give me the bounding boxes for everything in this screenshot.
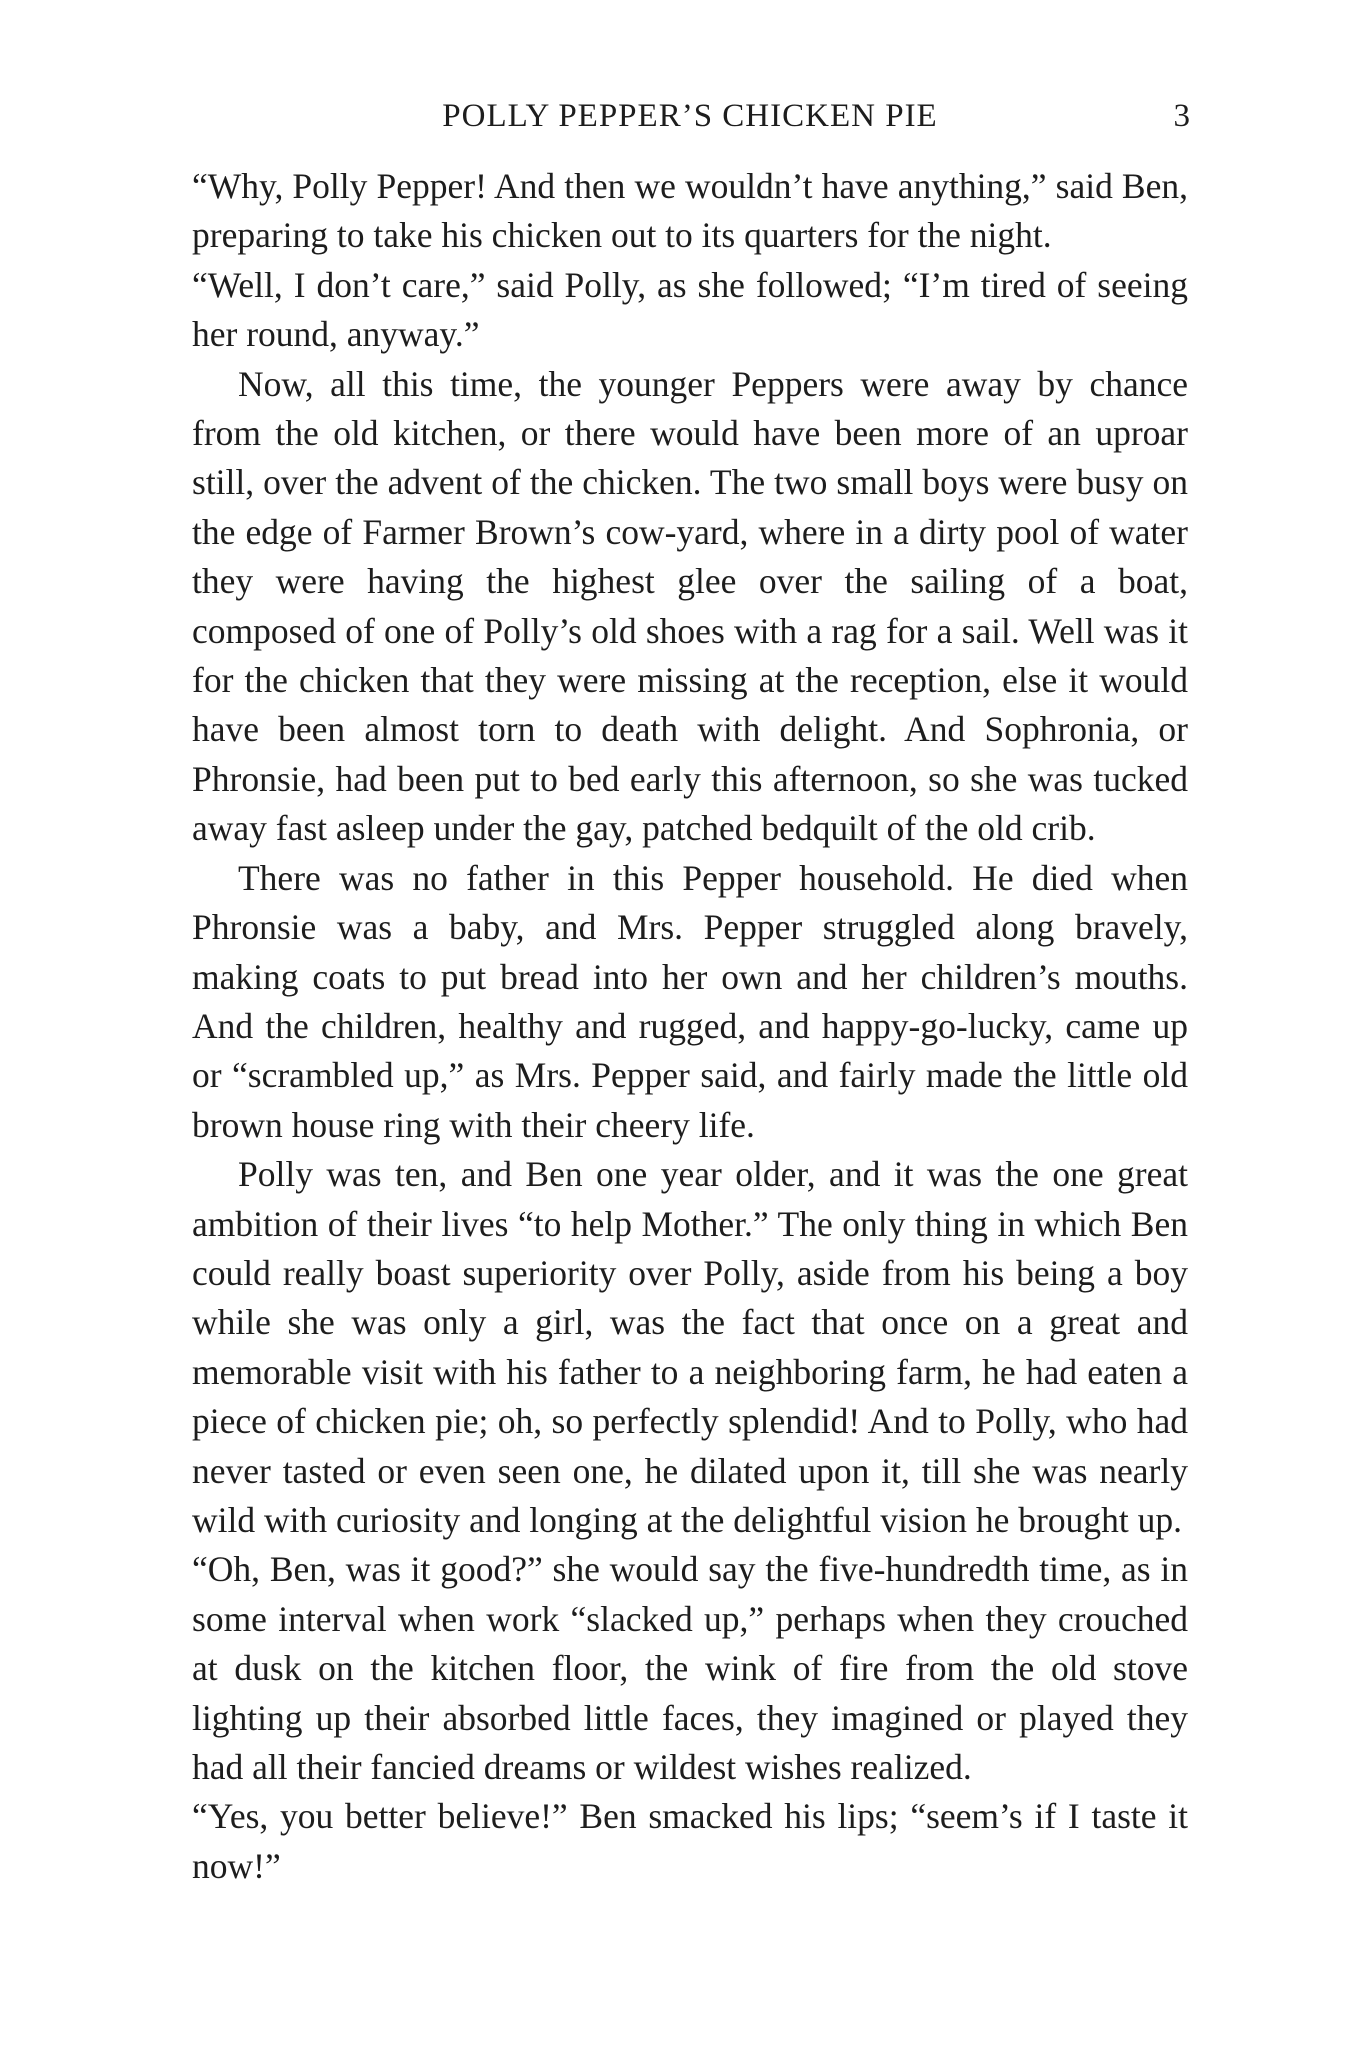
paragraph-2: “Well, I don’t care,” said Polly, as she followed; “I’m tired of seeing her round, anyway.” xyxy=(192,264,1188,355)
page-number: 3 xyxy=(1173,98,1190,134)
running-title: POLLY PEPPER’S CHICKEN PIE xyxy=(442,98,938,134)
paragraph-4: There was no father in this Pepper household. He died when Phronsie was a baby, and Mrs. Pepper struggled along bravely, making coats to put bread into her own and her children’s mouths. And the children, healthy and rugged, and happy-go-lucky, came up or “scrambled up,” as Mrs. Pepper said, and fairly made the little old brown house ring with their cheery life. xyxy=(192,857,1188,1145)
running-head xyxy=(190,92,1190,140)
paragraph-3: Now, all this time, the younger Peppers were away by chance from the old kitchen, or there would have been more of an uproar still, over the advent of the chicken. The two small boys were busy on the edge of Farmer Brown’s cow-yard, where in a dirty pool of water they were having the highest glee over the sailing of a boat, composed of one of Polly’s old shoes with a rag for a sail. Well was it for the chicken that they were missing at the reception, else it would have been almost torn to death with delight. And Sophronia, or Phronsie, had been put to bed early this afternoon, so she was tucked away fast asleep under the gay, patched bedquilt of the old crib. xyxy=(192,363,1188,849)
paragraph-1: “Why, Polly Pepper! And then we wouldn’t have anything,” said Ben, preparing to take his chicken out to its quarters for the night. xyxy=(192,166,1188,256)
paragraph-7: “Yes, you better believe!” Ben smacked his lips; “seem’s if I taste it now!” xyxy=(192,1796,1188,1886)
body-text xyxy=(192,162,1188,1891)
paragraph-5: Polly was ten, and Ben one year older, and it was the one great ambition of their lives “to help Mother.” The only thing in which Ben could really boast superiority over Polly, aside from his being a boy while she was only a girl, was the fact that once on a great and memorable visit with his father to a neighboring farm, he had eaten a piece of chicken pie; oh, so perfectly splendid! And to Polly, who had never tasted or even seen one, he dilated upon it, till she was nearly wild with curiosity and longing at the delightful vision he brought up. xyxy=(192,1154,1188,1540)
paragraph-6: “Oh, Ben, was it good?” she would say the five-hundredth time, as in some interval when work “slacked up,” perhaps when they crouched at dusk on the kitchen floor, the wink of fire from the old stove lighting up their absorbed little faces, they imagined or played they had all their fancied dreams or wildest wishes realized. xyxy=(192,1549,1188,1787)
